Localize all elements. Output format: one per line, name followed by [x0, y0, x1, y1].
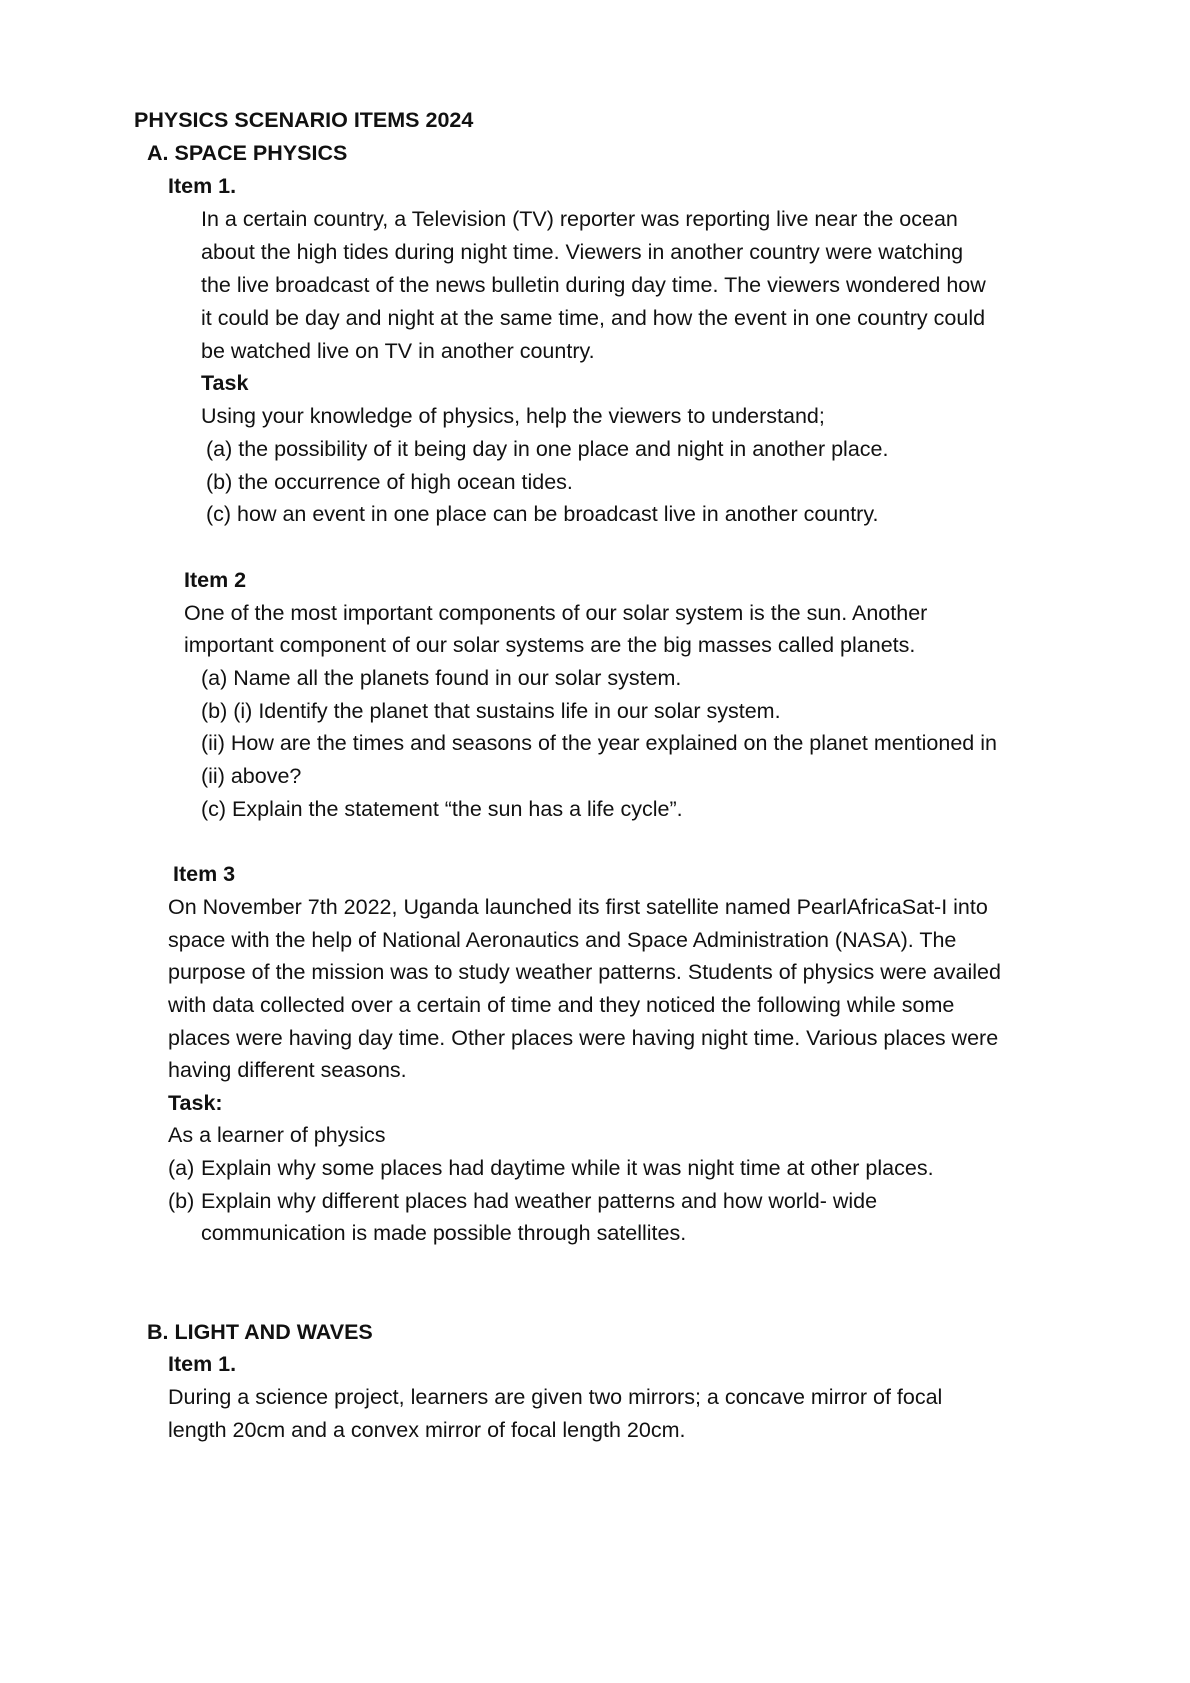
- item-1-task-intro: Using your knowledge of physics, help the viewers to understand;: [201, 404, 825, 428]
- item-2-question: (b) (i) Identify the planet that sustains life in our solar system.: [201, 699, 781, 723]
- item-2-line: One of the most important components of our solar system is the sun. Another: [184, 601, 928, 625]
- item-2-question: (ii) above?: [201, 764, 302, 788]
- item-3-line: space with the help of National Aeronautics and Space Administration (NASA). The: [168, 928, 957, 952]
- item-1-line: In a certain country, a Television (TV) reporter was reporting live near the ocean: [201, 207, 958, 231]
- item-1-question: (c) how an event in one place can be broadcast live in another country.: [206, 502, 879, 526]
- section-a-heading: A. SPACE PHYSICS: [147, 141, 348, 165]
- item-2-question: (c) Explain the statement “the sun has a life cycle”.: [201, 797, 683, 821]
- item-3-question-marker: (b): [168, 1189, 195, 1213]
- section-b-item-1-label: Item 1.: [168, 1352, 237, 1376]
- item-1-line: be watched live on TV in another country.: [201, 339, 595, 363]
- item-3-task-label: Task:: [168, 1091, 223, 1115]
- item-3-task-intro: As a learner of physics: [168, 1123, 386, 1147]
- document-title: PHYSICS SCENARIO ITEMS 2024: [134, 108, 474, 132]
- item-3-question: Explain why some places had daytime while it was night time at other places.: [201, 1156, 934, 1180]
- item-1-line: it could be day and night at the same time, and how the event in one country could: [201, 306, 986, 330]
- item-2-question: (a) Name all the planets found in our solar system.: [201, 666, 682, 690]
- item-3-line: places were having day time. Other places were having night time. Various places were: [168, 1026, 999, 1050]
- section-b-item-1-line: length 20cm and a convex mirror of focal length 20cm.: [168, 1418, 686, 1442]
- section-b-heading: B. LIGHT AND WAVES: [147, 1320, 373, 1344]
- item-3-question-marker: (a): [168, 1156, 195, 1180]
- item-3-line: having different seasons.: [168, 1058, 407, 1082]
- item-1-question: (b) the occurrence of high ocean tides.: [206, 470, 573, 494]
- item-3-line: with data collected over a certain of time and they noticed the following while some: [168, 993, 955, 1017]
- item-3-question-continuation: communication is made possible through satellites.: [201, 1221, 687, 1245]
- item-3-label: Item 3: [173, 862, 236, 886]
- item-3-line: On November 7th 2022, Uganda launched its first satellite named PearlAfricaSat-I into: [168, 895, 988, 919]
- item-3-line: purpose of the mission was to study weather patterns. Students of physics were availed: [168, 960, 1001, 984]
- item-1-label: Item 1.: [168, 174, 237, 198]
- item-1-line: the live broadcast of the news bulletin during day time. The viewers wondered how: [201, 273, 986, 297]
- item-1-task-label: Task: [201, 371, 249, 395]
- item-2-label: Item 2: [184, 568, 247, 592]
- item-1-line: about the high tides during night time. Viewers in another country were watching: [201, 240, 964, 264]
- item-2-question: (ii) How are the times and seasons of the year explained on the planet mentioned in: [201, 731, 997, 755]
- item-3-question: Explain why different places had weather patterns and how world- wide: [201, 1189, 878, 1213]
- item-1-question: (a) the possibility of it being day in one place and night in another place.: [206, 437, 889, 461]
- item-2-line: important component of our solar systems are the big masses called planets.: [184, 633, 916, 657]
- section-b-item-1-line: During a science project, learners are given two mirrors; a concave mirror of focal: [168, 1385, 943, 1409]
